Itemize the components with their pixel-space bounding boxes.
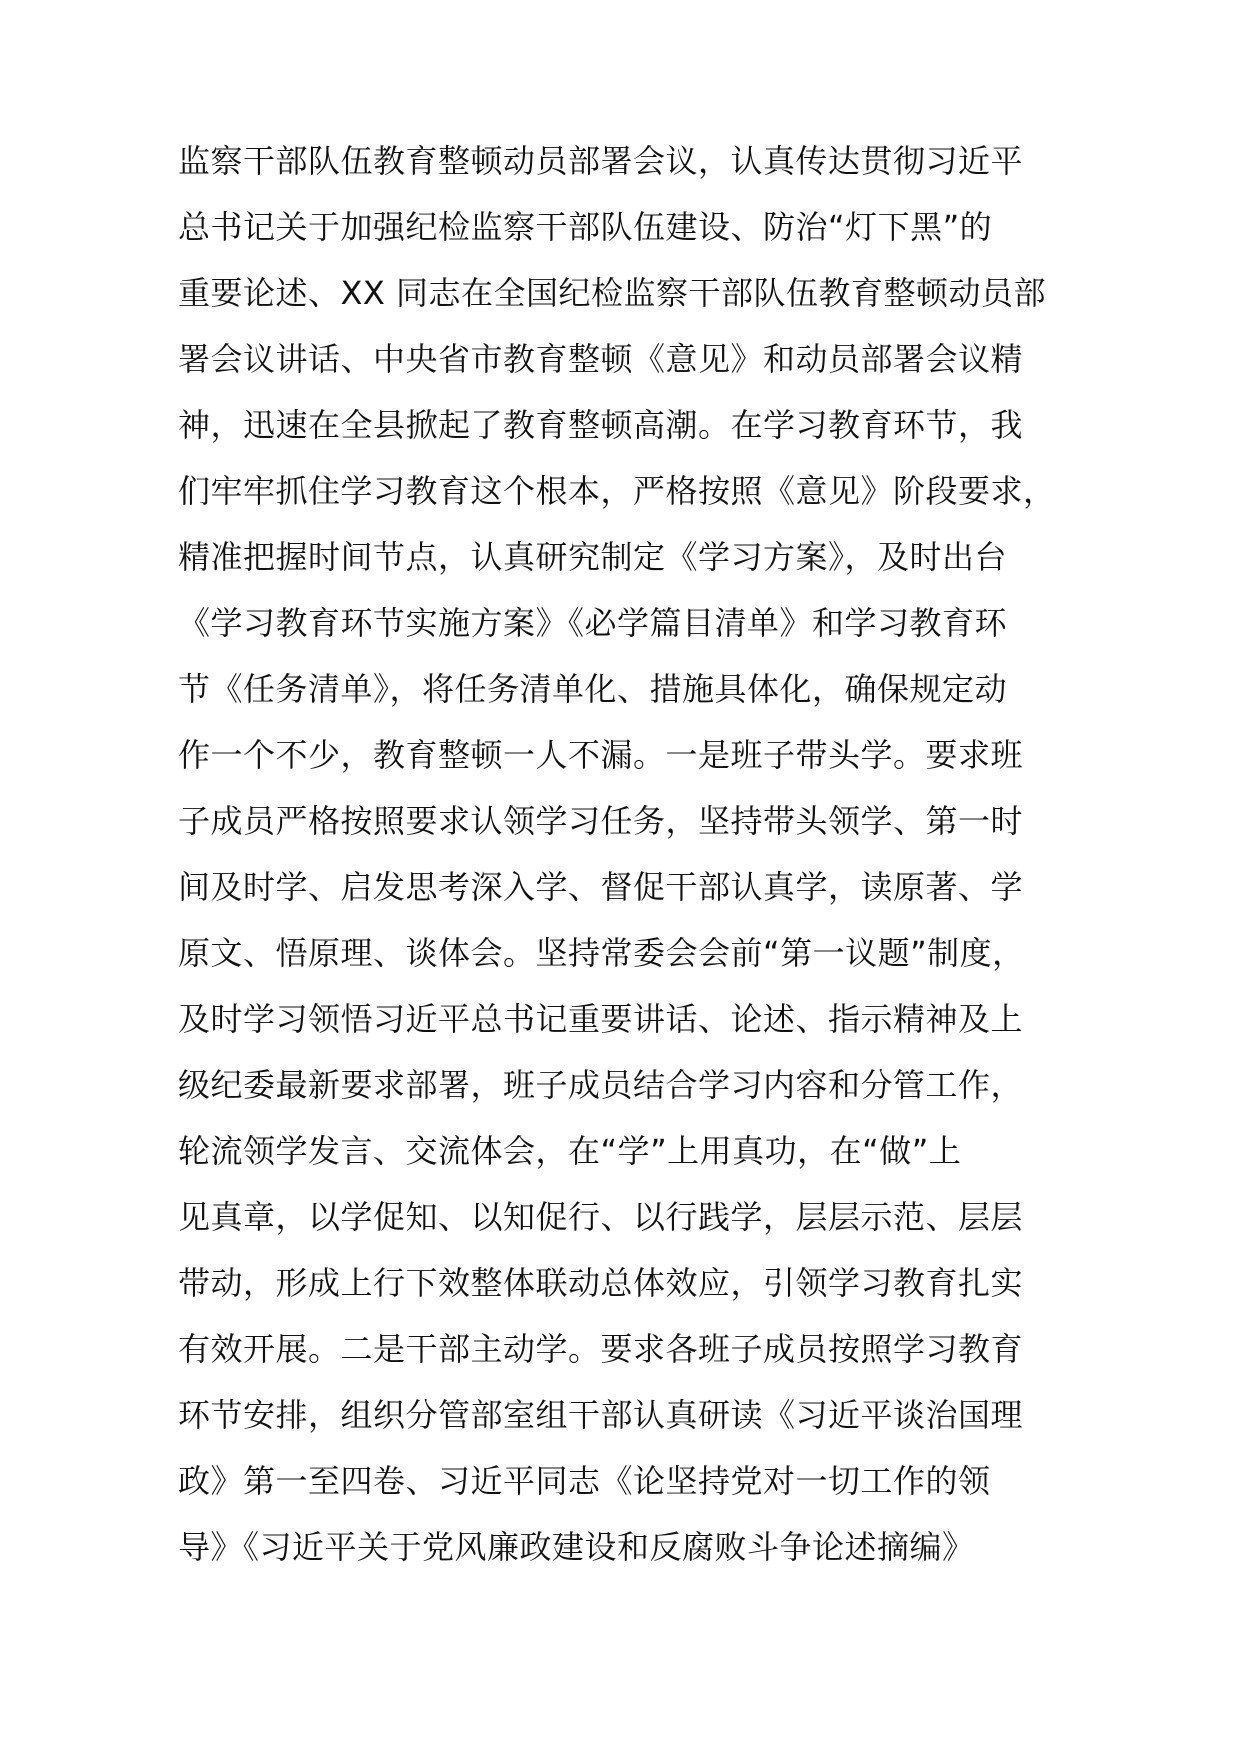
text-line: 有效开展。二是干部主动学。要求各班子成员按照学习教育 [178, 1330, 1024, 1368]
text-line: 作一个不少，教育整顿一人不漏。一是班子带头学。要求班 [178, 736, 1024, 774]
text-line: 级纪委最新要求部署，班子成员结合学习内容和分管工作， [178, 1066, 1024, 1104]
text-line: 监察干部队伍教育整顿动员部署会议，认真传达贯彻习近平 [178, 142, 1024, 180]
text-line: 总书记关于加强纪检监察干部队伍建设、防治“灯下黑”的 [178, 208, 993, 246]
body-text [178, 128, 1078, 1580]
text-line: 《学习教育环节实施方案》《必学篇目清单》和学习教育环 [178, 604, 1008, 642]
text-line: 原文、悟原理、谈体会。坚持常委会会前“第一议题”制度， [178, 934, 1025, 972]
text-line: 见真章，以学促知、以知促行、以行践学，层层示范、层层 [178, 1198, 1024, 1236]
text-line: 精准把握时间节点，认真研究制定《学习方案》，及时出台 [178, 538, 1008, 576]
text-line: 子成员严格按照要求认领学习任务，坚持带头领学、第一时 [178, 802, 1024, 840]
text-line: 节《任务清单》，将任务清单化、措施具体化，确保规定动 [178, 670, 1008, 708]
text-line: 导》《习近平关于党风廉政建设和反腐败斗争论述摘编》 [178, 1528, 975, 1566]
text-line: 带动，形成上行下效整体联动总体效应，引领学习教育扎实 [178, 1264, 1024, 1302]
text-line: 环节安排，组织分管部室组干部认真研读《习近平谈治国理 [178, 1396, 1024, 1434]
text-line: 们牢牢抓住学习教育这个根本，严格按照《意见》阶段要求， [178, 472, 1056, 510]
text-line: 及时学习领悟习近平总书记重要讲话、论述、指示精神及上 [178, 1000, 1024, 1038]
text-line: 政》第一至四卷、习近平同志《论坚持党对一切工作的领 [178, 1462, 991, 1500]
text-line: 署会议讲话、中央省市教育整顿《意见》和动员部署会议精 [178, 340, 1024, 378]
text-line: 神，迅速在全县掀起了教育整顿高潮。在学习教育环节，我 [178, 406, 1024, 444]
text-line: 重要论述、XX 同志在全国纪检监察干部队伍教育整顿动员部 [178, 274, 1047, 312]
text-line: 轮流领学发言、交流体会，在“学”上用真功，在“做”上 [178, 1132, 962, 1170]
text-line: 间及时学、启发思考深入学、督促干部认真学，读原著、学 [178, 868, 1024, 906]
